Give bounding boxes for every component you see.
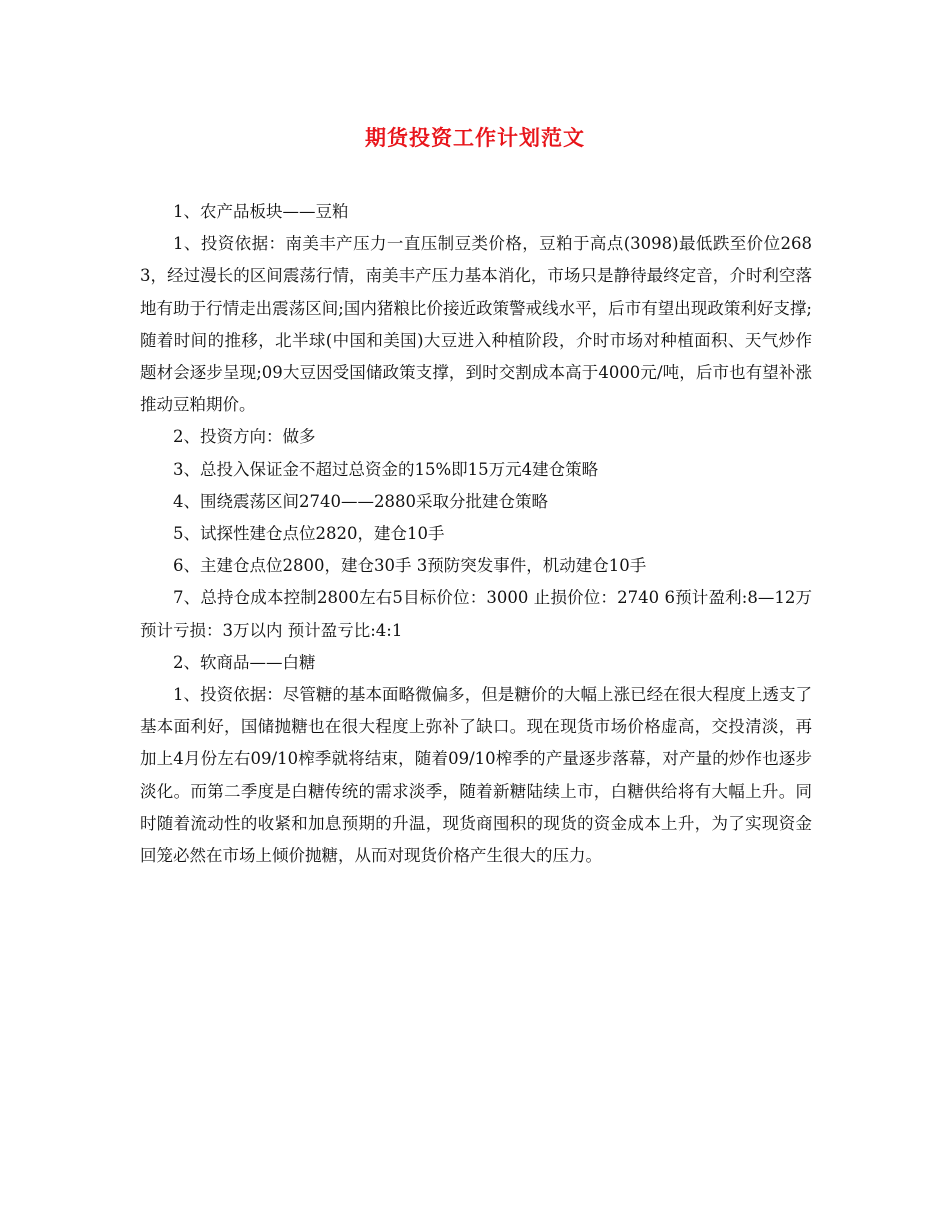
paragraph-sugar-basis: 1、投资依据：尽管糖的基本面略微偏多，但是糖价的大幅上涨已经在很大程度上透支了基本面利好，国储抛糖也在很大程度上弥补了缺口。现在现货市场价格虚高，交投清淡，再加上4月份左右09/10榨季就将结束，随着09/10榨季的产量逐步落幕，对产量的炒作也逐步淡化。而第二季度是白糖传统的需求淡季，随着新糖陆续上市，白糖供给将有大幅上升。同时随着流动性的收紧和加息预期的升温，现货商囤积的现货的资金成本上升，为了实现资金回笼必然在市场上倾价抛糖，从而对现货价格产生很大的压力。 [140,685,812,866]
document-title: 期货投资工作计划范文 [365,126,585,150]
paragraph-direction: 2、投资方向：做多 [173,427,316,447]
paragraph-cost-control: 7、总持仓成本控制2800左右5目标价位：3000 止损价位：2740 6预计盈利:8—12万 预计亏损：3万以内 预计盈亏比:4:1 [140,588,812,640]
paragraph-margin: 3、总投入保证金不超过总资金的15%即15万元4建仓策略 [173,459,599,479]
document-body [140,196,812,872]
section-heading-agricultural: 1、农产品板块——豆粕 [173,202,349,221]
section-heading-soft-commodities: 2、软商品——白糖 [173,652,316,672]
paragraph-range-strategy: 4、围绕震荡区间2740——2880采取分批建仓策略 [173,491,548,511]
paragraph-trial-position: 5、试探性建仓点位2820，建仓10手 [173,524,445,544]
paragraph-main-position: 6、主建仓点位2800，建仓30手 3预防突发事件，机动建仓10手 [173,556,647,576]
paragraph-soymeal-basis: 1、投资依据：南美丰产压力一直压制豆类价格，豆粕于高点(3098)最低跌至价位2683，经过漫长的区间震荡行情，南美丰产压力基本消化，市场只是静待最终定音，介时利空落地有助于行情走出震荡区间;国内猪粮比价接近政策警戒线水平，后市有望出现政策利好支撑;随着时间的推移，北半球(中国和美国)大豆进入种植阶段，介时市场对种植面积、天气炒作题材会逐步呈现;09大豆因受国储政策支撑，到时交割成本高于4000元/吨，后市也有望补涨推动豆粕期价。 [140,234,812,415]
